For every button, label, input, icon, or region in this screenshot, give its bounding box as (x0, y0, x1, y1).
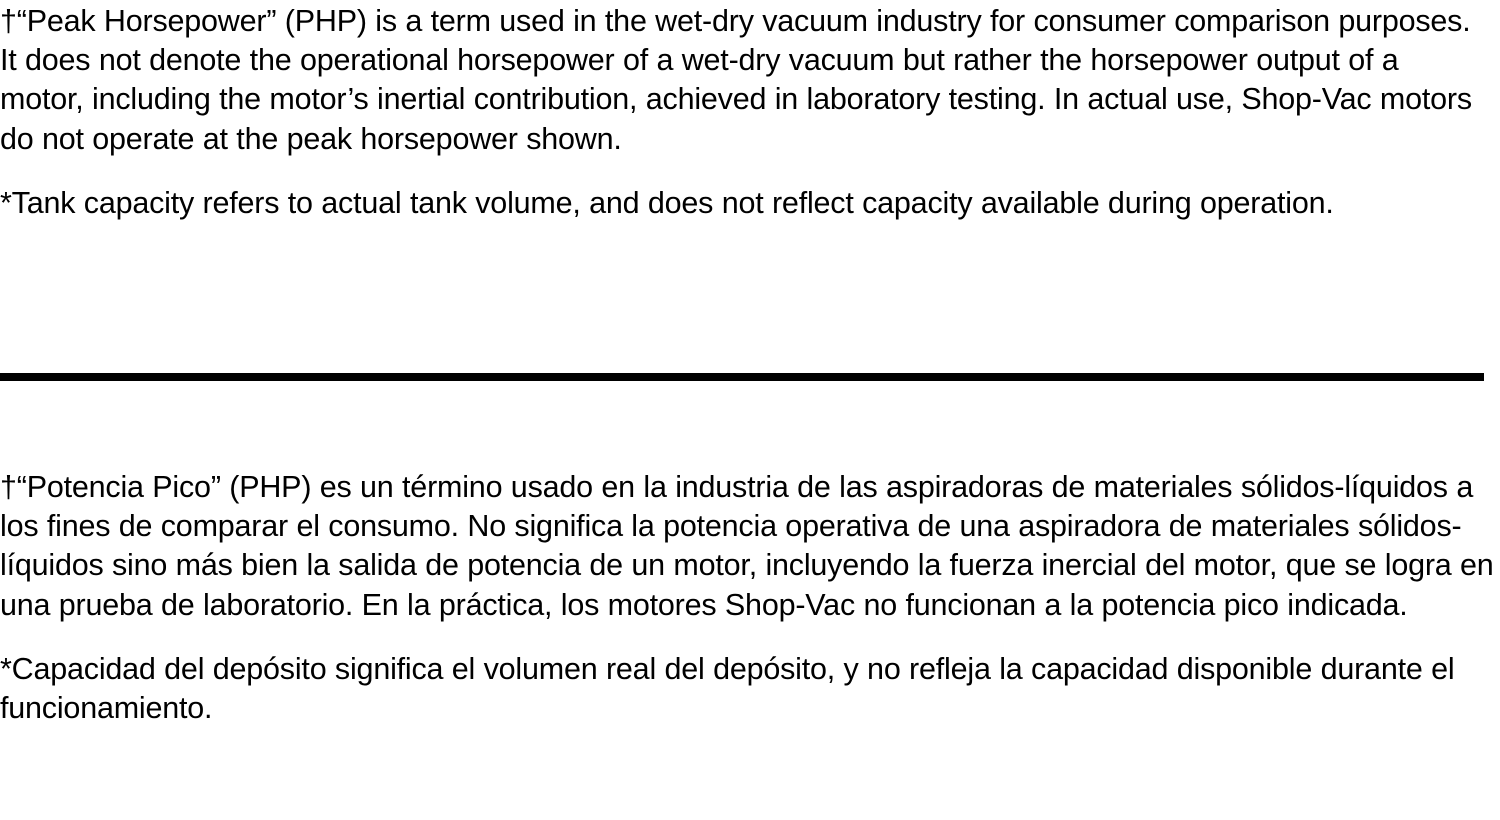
spanish-notes-section (0, 468, 1496, 728)
spanish-peak-horsepower-note: †“Potencia Pico” (PHP) es un término usado en la industria de las aspiradoras de materiales sólidos-líquidos a los fines de comparar el consumo. No significa la potencia operativa de una aspiradora de materiales sólidos-líquidos sino más bien la salida de potencia de un motor, incluyendo la fuerza inercial del motor, que se logra en una prueba de laboratorio. En la práctica, los motores Shop-Vac no funcionan a la potencia pico indicada. (0, 470, 1494, 622)
english-tank-capacity-note: *Tank capacity refers to actual tank volume, and does not reflect capacity available during operation. (0, 185, 1334, 220)
spanish-tank-capacity-note: *Capacidad del depósito significa el volumen real del depósito, y no refleja la capacidad disponible durante el funcionamiento. (0, 651, 1455, 725)
english-peak-horsepower-note: †“Peak Horsepower” (PHP) is a term used in the wet-dry vacuum industry for consumer comparison purposes. It does not denote the operational horsepower of a wet-dry vacuum but rather the horsepower output of a motor, including the motor’s inertial contribution, achieved in laboratory testing. In actual use, Shop-Vac motors do not operate at the peak horsepower shown. (0, 4, 1472, 156)
section-divider (0, 373, 1484, 381)
english-notes-section (0, 0, 1490, 223)
